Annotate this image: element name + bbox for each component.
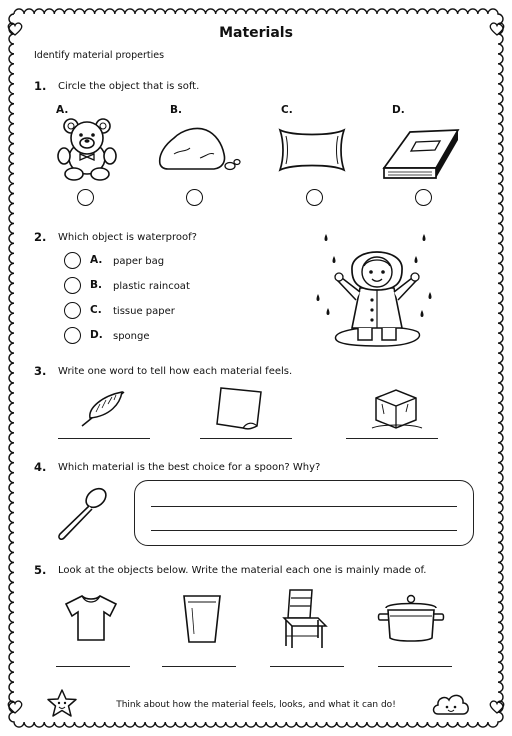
glass-icon [180,592,224,646]
option-a-letter: A. [90,254,103,266]
option-a-radio[interactable] [64,252,81,269]
option-c-letter: C. [90,304,102,316]
paper-sheet-icon [213,384,267,434]
question-1-text: Circle the object that is soft. [58,81,200,92]
answer-line-chair[interactable] [270,666,344,667]
page-subtitle: Identify material properties [34,50,165,61]
question-3-text: Write one word to tell how each material feels. [58,366,293,377]
answer-line-shirt[interactable] [56,666,130,667]
question-4-text: Which material is the best choice for a spoon? Why? [58,462,321,473]
smiling-cloud-icon [430,690,472,718]
pillow-icon [272,122,352,178]
spoon-icon [52,484,112,542]
option-c-radio[interactable] [64,302,81,319]
answer-line-pot[interactable] [378,666,452,667]
wooden-chair-icon [276,586,332,650]
feather-icon [78,388,128,428]
question-3-number: 3. [34,364,47,378]
footer-tip: Think about how the material feels, looks, and what it can do! [116,700,396,710]
book-icon [380,122,462,184]
option-b-letter: B. [90,279,102,291]
question-5-number: 5. [34,563,47,577]
t-shirt-icon [60,592,122,644]
ice-cube-icon [368,384,424,432]
choice-c-radio[interactable] [306,189,323,206]
choice-d-letter: D. [392,104,405,116]
question-2-number: 2. [34,230,47,244]
answer-box[interactable] [134,480,474,546]
answer-box-line-2 [151,530,457,531]
question-2-text: Which object is waterproof? [58,232,197,243]
choice-d-radio[interactable] [415,189,432,206]
rock-icon [156,124,242,174]
answer-line-ice[interactable] [346,438,438,439]
choice-b-letter: B. [170,104,182,116]
page-title: Materials [219,25,293,41]
option-d-letter: D. [90,329,103,341]
choice-c-letter: C. [281,104,293,116]
cooking-pot-icon [376,590,446,646]
teddy-bear-icon [54,116,120,182]
answer-line-feather[interactable] [58,438,150,439]
answer-box-line-1 [151,506,457,507]
option-d-radio[interactable] [64,327,81,344]
answer-line-paper[interactable] [200,438,292,439]
question-4-number: 4. [34,460,47,474]
option-c-text: tissue paper [113,306,175,317]
choice-b-radio[interactable] [186,189,203,206]
option-d-text: sponge [113,331,150,342]
child-in-raincoat-icon [312,228,442,352]
answer-line-glass[interactable] [162,666,236,667]
question-5-text: Look at the objects below. Write the material each one is mainly made of. [58,565,427,576]
question-1-number: 1. [34,79,47,93]
option-b-radio[interactable] [64,277,81,294]
choice-a-radio[interactable] [77,189,94,206]
option-a-text: paper bag [113,256,165,267]
choice-a-letter: A. [56,104,69,116]
option-b-text: plastic raincoat [113,281,190,292]
